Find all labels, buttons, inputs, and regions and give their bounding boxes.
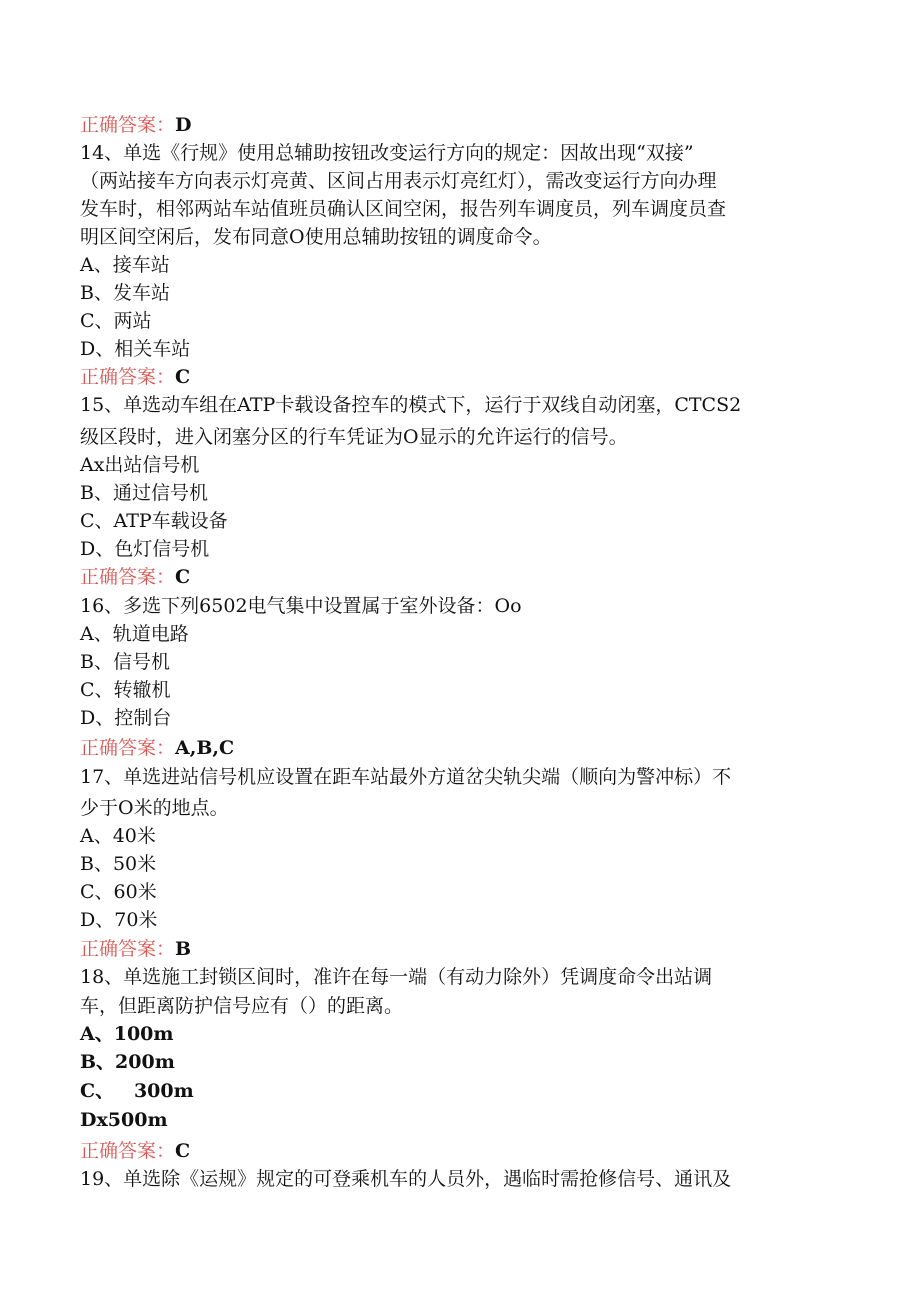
answer-label: 正确答案： xyxy=(80,366,176,388)
question-15-option-c: C、ATP车载设备 xyxy=(80,510,228,532)
question-17-text-line-2: 少于O米的地点。 xyxy=(80,797,229,819)
question-18-option-d: Dx500m xyxy=(80,1109,168,1131)
question-14-answer xyxy=(80,363,840,391)
answer-value: C xyxy=(175,366,191,388)
question-15-option-d: D、色灯信号机 xyxy=(80,538,210,560)
question-14-option-a: A、接车站 xyxy=(80,254,170,276)
answer-value: C xyxy=(175,1140,191,1162)
question-16-answer xyxy=(80,734,840,762)
question-18-option-b: B、200m xyxy=(80,1051,175,1073)
answer-line xyxy=(80,111,840,139)
question-16-option-c: C、转辙机 xyxy=(80,679,171,701)
answer-value: B xyxy=(175,938,192,960)
question-15-option-b: B、通过信号机 xyxy=(80,482,208,504)
question-18-text-line-1: 18、单选施工封锁区间时，准许在每一端（有动力除外）凭调度命令出站调 xyxy=(80,966,713,988)
question-16-text-line-1: 16、多选下列6502电气集中设置属于室外设备：Oo xyxy=(80,595,522,617)
answer-label: 正确答案： xyxy=(80,566,176,588)
question-17-answer xyxy=(80,935,840,963)
question-18-option-a: A、100m xyxy=(80,1023,174,1045)
question-14-option-d: D、相关车站 xyxy=(80,338,191,360)
question-19-text-line-1: 19、单选除《运规》规定的可登乘机车的人员外，遇临时需抢修信号、通讯及 xyxy=(80,1168,732,1190)
question-17-option-d: D、70米 xyxy=(80,909,158,931)
question-17-text-line-1: 17、单选进站信号机应设置在距车站最外方道岔尖轨尖端（顺向为警冲标）不 xyxy=(80,766,732,788)
question-16-option-d: D、控制台 xyxy=(80,707,172,729)
question-14-text-line-2: （两站接车方向表示灯亮黄、区间占用表示灯亮红灯），需改变运行方向办理 xyxy=(80,170,717,192)
answer-label: 正确答案： xyxy=(80,1140,176,1162)
question-14-text-line-3: 发车时，相邻两站车站值班员确认区间空闲，报告列车调度员，列车调度员查 xyxy=(80,198,727,220)
question-15-text-line-1: 15、单选动车组在ATP卡载设备控车的模式下，运行于双线自动闭塞，CTCS2 xyxy=(80,394,742,416)
question-14-option-c: C、两站 xyxy=(80,310,152,332)
question-18-answer xyxy=(80,1137,840,1165)
answer-value: C xyxy=(175,566,191,588)
question-18-option-c: C、 300m xyxy=(80,1080,194,1102)
question-17-option-b: B、50米 xyxy=(80,853,157,875)
question-15-text-line-2: 级区段时，进入闭塞分区的行车凭证为O显示的允许运行的信号。 xyxy=(80,426,628,448)
question-17-option-c: C、60米 xyxy=(80,881,157,903)
question-16-option-b: B、信号机 xyxy=(80,651,170,673)
answer-label: 正确答案： xyxy=(80,737,176,759)
question-15-answer xyxy=(80,563,840,591)
answer-label: 正确答案： xyxy=(80,114,176,136)
answer-label: 正确答案： xyxy=(80,938,176,960)
question-15-option-a: Ax出站信号机 xyxy=(80,454,200,476)
question-18-text-line-2: 车，但距离防护信号应有（）的距离。 xyxy=(80,995,404,1017)
question-14-option-b: B、发车站 xyxy=(80,282,170,304)
question-17-option-a: A、40米 xyxy=(80,825,156,847)
question-16-option-a: A、轨道电路 xyxy=(80,623,189,645)
answer-value: D xyxy=(175,114,192,136)
question-14-text-line-4: 明区间空闲后，发布同意O使用总辅助按钮的调度命令。 xyxy=(80,226,552,248)
answer-value: A,B,C xyxy=(175,737,235,759)
question-14-text-line-1: 14、单选《行规》使用总辅助按钮改变运行方向的规定：因故出现“双接” xyxy=(80,142,694,164)
